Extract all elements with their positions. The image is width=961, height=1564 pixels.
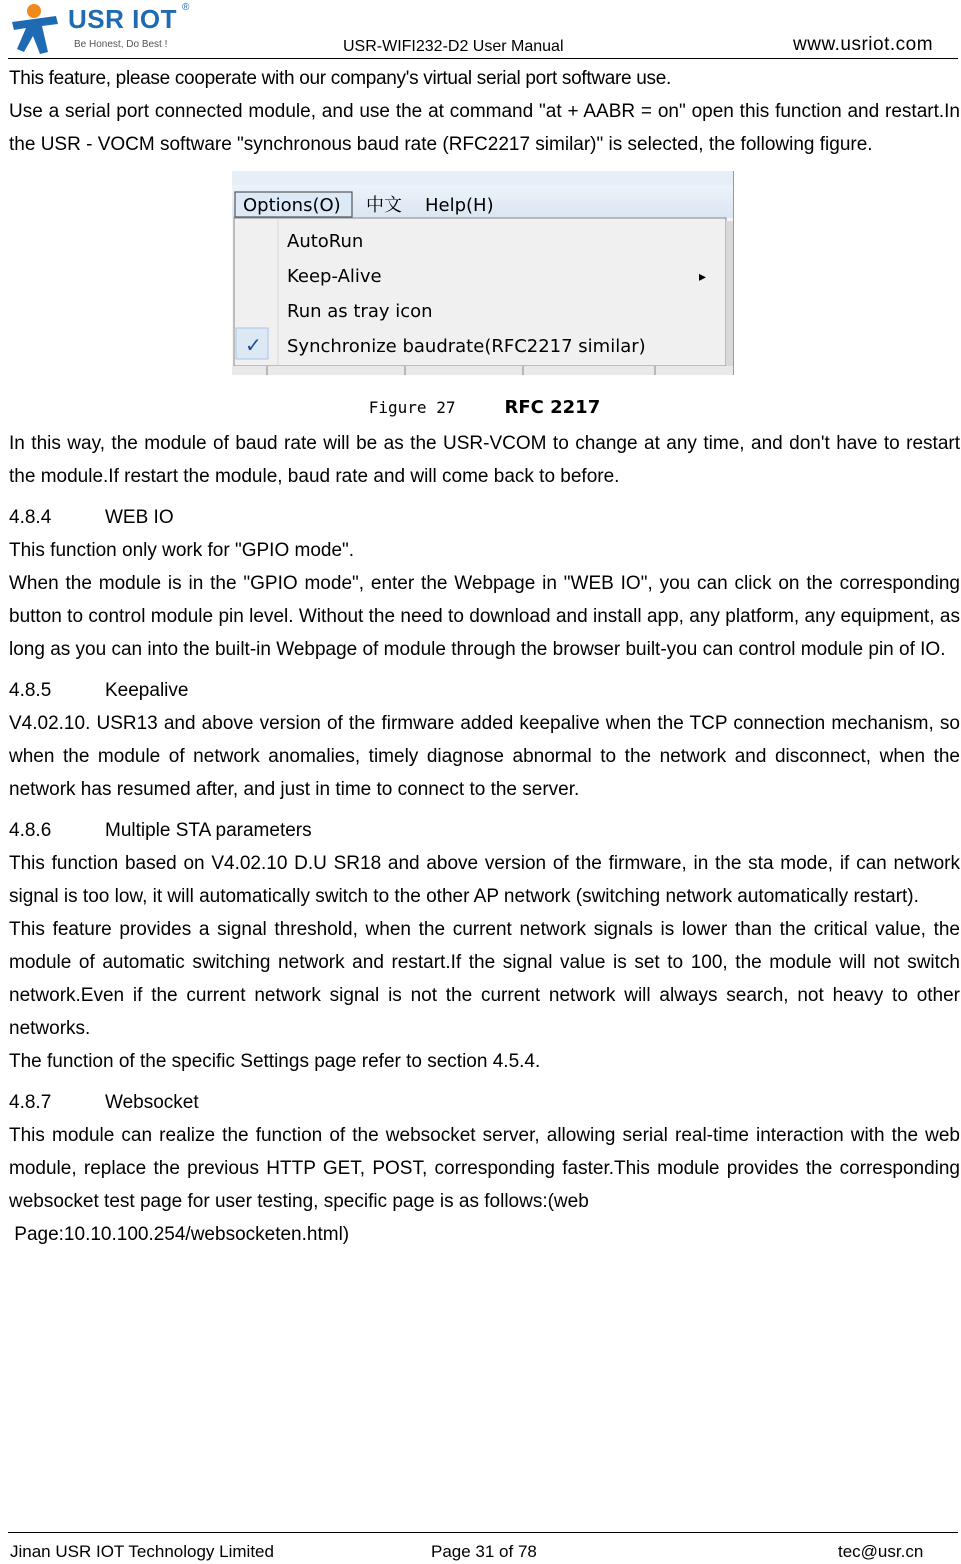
manual-title: USR-WIFI232-D2 User Manual — [343, 38, 564, 55]
logo-text: USR IOT — [68, 4, 177, 34]
footer-page-number: Page 31 of 78 — [431, 1542, 537, 1561]
menu-item-autorun: AutoRun — [287, 231, 364, 252]
section-heading-4-8-7 — [9, 1086, 960, 1119]
submenu-arrow-icon: ▸ — [699, 269, 707, 285]
menu-item-tray-icon: Run as tray icon — [287, 301, 433, 322]
section-number: 4.8.7 — [9, 1092, 52, 1113]
paragraph: The function of the specific Settings page refer to section 4.5.4. — [9, 1051, 541, 1072]
figure-title: RFC 2217 — [504, 397, 601, 418]
section-title: Multiple STA parameters — [105, 820, 312, 841]
menu-chinese: 中文 — [366, 195, 402, 216]
section-heading-4-8-4 — [9, 501, 960, 534]
options-menu-screenshot — [232, 171, 734, 375]
section-title: Websocket — [105, 1092, 199, 1113]
figure-27 — [9, 171, 960, 383]
section-number: 4.8.4 — [9, 507, 52, 528]
usr-iot-logo — [8, 2, 188, 56]
footer-divider — [8, 1532, 958, 1533]
logo-slogan: Be Honest, Do Best ! — [74, 39, 168, 50]
figure-number: Figure 27 — [368, 398, 456, 417]
websocket-url: Page:10.10.100.254/websocketen.html) — [9, 1224, 350, 1245]
section-title: Keepalive — [105, 680, 189, 701]
section-heading-4-8-6 — [9, 814, 960, 847]
footer-email[interactable]: tec@usr.cn — [838, 1542, 924, 1561]
menu-item-sync-baudrate: Synchronize baudrate(RFC2217 similar) — [287, 336, 646, 357]
registered-mark: ® — [182, 2, 190, 13]
page-header — [0, 0, 961, 62]
paragraph: When the module is in the "GPIO mode", enter the Webpage in "WEB IO", you can click on the corresponding button to control module pin level. Without the need to download and install app, any platform, any equipment, as long as you can into the built-in Webpage of module through the browser built-you can control module pin of IO. — [9, 573, 960, 660]
paragraph: In this way, the module of baud rate will be as the USR-VCOM to change at any time, and don't have to restart the module.If restart the module, baud rate and will come back to before. — [9, 433, 960, 487]
section-title: WEB IO — [105, 507, 174, 528]
section-heading-4-8-5 — [9, 674, 960, 707]
figure-caption — [9, 387, 960, 427]
section-number: 4.8.6 — [9, 820, 52, 841]
menu-item-keep-alive: Keep-Alive — [287, 266, 382, 287]
paragraph: This function based on V4.02.10 D.U SR18 and above version of the firmware, in the sta mode, if can network signal is too low, it will automatically switch to the other AP network (switching network automatically restart). — [9, 853, 960, 907]
paragraph: This feature, please cooperate with our company's virtual serial port software use. — [9, 68, 672, 89]
paragraph: This feature provides a signal threshold, when the current network signals is lower than the critical value, the module of automatic switching network and restart.If the signal value is set to 100, the module will not switch network.Even if the current network signal is not the current network will always search, not heavy to other networks. — [9, 919, 960, 1039]
person-logo-icon — [8, 2, 66, 56]
paragraph: V4.02.10. USR13 and above version of the firmware added keepalive when the TCP connection mechanism, so when the module of network anomalies, timely diagnose abnormal to the network and disconnect, when the network has resumed after, and just in time to connect to the server. — [9, 713, 960, 800]
website-link[interactable]: www.usriot.com — [793, 34, 934, 55]
menu-help: Help(H) — [425, 195, 494, 216]
paragraph: This function only work for "GPIO mode". — [9, 540, 355, 561]
section-number: 4.8.5 — [9, 680, 52, 701]
checkmark-icon: ✓ — [245, 333, 262, 357]
paragraph: Use a serial port connected module, and use the at command "at + AABR = on" open this function and restart.In the USR - VOCM software "synchronous baud rate (RFC2217 similar)" is selected, the following figure. — [9, 101, 960, 155]
page-content — [9, 62, 960, 1251]
paragraph: This module can realize the function of the websocket server, allowing serial real-time interaction with the web module, replace the previous HTTP GET, POST, corresponding faster.This module provides the corresponding websocket test page for user testing, specific page is as follows:(web — [9, 1125, 960, 1212]
footer-company: Jinan USR IOT Technology Limited — [10, 1542, 274, 1561]
header-divider — [8, 58, 958, 59]
menu-options: Options(O) — [243, 195, 341, 216]
